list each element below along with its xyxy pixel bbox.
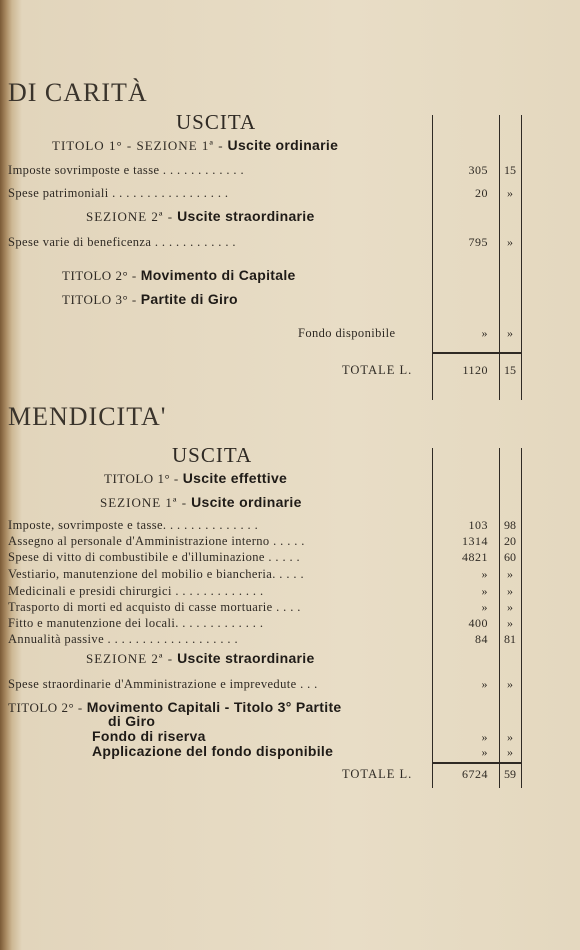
section2-totale-cent: 59 — [504, 767, 516, 781]
section2-row-fitto-lire: 400 — [468, 616, 488, 630]
section2-row-medicinali-cent: » — [507, 584, 513, 598]
section2-titolo2-bold-line2: di Giro — [108, 713, 156, 729]
section1-titolo2-bold: Movimento di Capitale — [140, 267, 296, 283]
section1-row-beneficenza-lire: 795 — [468, 235, 488, 249]
section2-row-assegno-lire: 1314 — [462, 534, 488, 548]
section2-row-medicinali: Medicinali e presidi chirurgici . . . . . . . . . . . . . — [8, 584, 264, 598]
section2-row-fitto-cent: » — [507, 616, 513, 630]
section2-col-line-right — [521, 448, 522, 788]
section1-fondo-label: Fondo disponibile — [298, 326, 396, 340]
section2-uscita-title: USCITA — [172, 443, 253, 467]
section2-row-vitto-lire: 4821 — [462, 550, 488, 564]
section2-sezione2-prefix: SEZIONE 2ª - — [86, 651, 174, 666]
section2-row-assegno: Assegno al personale d'Amministrazione interno . . . . . — [8, 534, 305, 548]
section1-row-imposte-cent: 15 — [504, 163, 516, 177]
section2-titolo2-bold-line1: Movimento Capitali - Titolo 3° Partite — [86, 699, 342, 715]
section2-row-medicinali-lire: » — [481, 584, 488, 598]
section1-fondo-cent: » — [507, 326, 513, 340]
section1-col-line-right — [521, 115, 522, 400]
section2-row-trasporto-cent: » — [507, 600, 513, 614]
section1-titolo1 — [52, 137, 338, 155]
section2-totale-lire: 6724 — [462, 767, 488, 781]
section1-titolo2 — [62, 267, 296, 285]
section1-row-imposte: Imposte sovrimposte e tasse . . . . . . . . . . . . — [8, 163, 245, 177]
section1-sezione2-prefix: SEZIONE 2ª - — [86, 209, 174, 224]
section1-col-line-left — [432, 115, 433, 400]
section1-row-patrimoniali-cent: » — [507, 186, 513, 200]
section2-row-trasporto: Trasporto di morti ed acquisto di casse mortuarie . . . . — [8, 600, 301, 614]
section2-applicazione-cent: » — [507, 745, 513, 759]
section2-applicazione: Applicazione del fondo disponibile — [92, 743, 334, 759]
section1-titolo1-bold: Uscite ordinarie — [227, 137, 339, 153]
section2-sezione2-bold: Uscite straordinarie — [177, 650, 315, 666]
section2-titolo1-bold: Uscite effettive — [182, 470, 288, 486]
section2-row-straordinarie-cent: » — [507, 677, 513, 691]
section2-row-vitto: Spese di vitto di combustibile e d'illuminazione . . . . . — [8, 550, 301, 564]
section2-row-fitto: Fitto e manutenzione dei locali. . . . . . . . . . . . . — [8, 616, 264, 630]
section2-titolo1 — [104, 470, 287, 488]
section2-row-imposte: Imposte, sovrimposte e tasse. . . . . . . . . . . . . . — [8, 518, 259, 532]
section2-sezione1-bold: Uscite ordinarie — [191, 494, 302, 510]
section2-sezione2 — [86, 650, 315, 668]
section2-titolo2-prefix: TITOLO 2° - — [8, 700, 83, 715]
section1-row-beneficenza-cent: » — [507, 235, 513, 249]
section1-totale-lire: 1120 — [462, 363, 488, 377]
section1-titolo3-prefix: TITOLO 3° - — [62, 292, 137, 307]
section2-row-vitto-cent: 60 — [504, 550, 516, 564]
section2-row-vestiario: Vestiario, manutenzione del mobilio e biancheria. . . . . — [8, 567, 304, 581]
section2-row-straordinarie-lire: » — [481, 677, 488, 691]
section2-titolo2 — [8, 699, 342, 717]
section1-totale-cent: 15 — [504, 363, 516, 377]
section2-row-annualita: Annualità passive . . . . . . . . . . . . . . . . . . . — [8, 632, 238, 646]
section2-row-trasporto-lire: » — [481, 600, 488, 614]
section1-uscita-title: USCITA — [176, 110, 257, 134]
section2-sezione1-prefix: SEZIONE 1ª - — [100, 495, 188, 510]
section2-applicazione-lire: » — [481, 745, 488, 759]
section2-row-annualita-lire: 84 — [475, 632, 488, 646]
section2-totale-label: TOTALE L. — [342, 767, 413, 781]
section1-row-beneficenza: Spese varie di beneficenza . . . . . . . . . . . . — [8, 235, 236, 249]
section1-col-line-mid — [499, 115, 500, 400]
section1-total-rule — [432, 352, 522, 354]
section1-sezione2 — [86, 208, 315, 226]
section1-titolo3-bold: Partite di Giro — [140, 291, 238, 307]
section1-titolo2-prefix: TITOLO 2° - — [62, 268, 137, 283]
section1-heading: DI CARITÀ — [8, 78, 148, 107]
section2-heading: MENDICITA' — [8, 402, 167, 431]
section1-sezione2-bold: Uscite straordinarie — [177, 208, 315, 224]
section2-total-rule — [432, 762, 522, 764]
section1-fondo-lire: » — [481, 326, 488, 340]
section2-col-line-left — [432, 448, 433, 788]
section1-titolo1-prefix: TITOLO 1° - SEZIONE 1ª - — [52, 138, 224, 153]
section2-row-assegno-cent: 20 — [504, 534, 516, 548]
section2-sezione1 — [100, 494, 302, 512]
section1-row-imposte-lire: 305 — [468, 163, 488, 177]
section2-row-vestiario-cent: » — [507, 567, 513, 581]
section1-titolo3 — [62, 291, 238, 309]
section2-titolo1-prefix: TITOLO 1° - — [104, 471, 179, 486]
section1-row-patrimoniali: Spese patrimoniali . . . . . . . . . . . . . . . . . — [8, 186, 229, 200]
section2-row-annualita-cent: 81 — [504, 632, 516, 646]
section1-totale-label: TOTALE L. — [342, 363, 413, 377]
section2-fondo-riserva-cent: » — [507, 730, 513, 744]
section2-row-vestiario-lire: » — [481, 567, 488, 581]
section1-row-patrimoniali-lire: 20 — [475, 186, 488, 200]
section2-col-line-mid — [499, 448, 500, 788]
section2-row-imposte-cent: 98 — [504, 518, 516, 532]
section2-row-imposte-lire: 103 — [468, 518, 488, 532]
section2-fondo-riserva: Fondo di riserva — [92, 728, 206, 744]
section2-row-straordinarie: Spese straordinarie d'Amministrazione e imprevedute . . . — [8, 677, 318, 691]
section2-fondo-riserva-lire: » — [481, 730, 488, 744]
